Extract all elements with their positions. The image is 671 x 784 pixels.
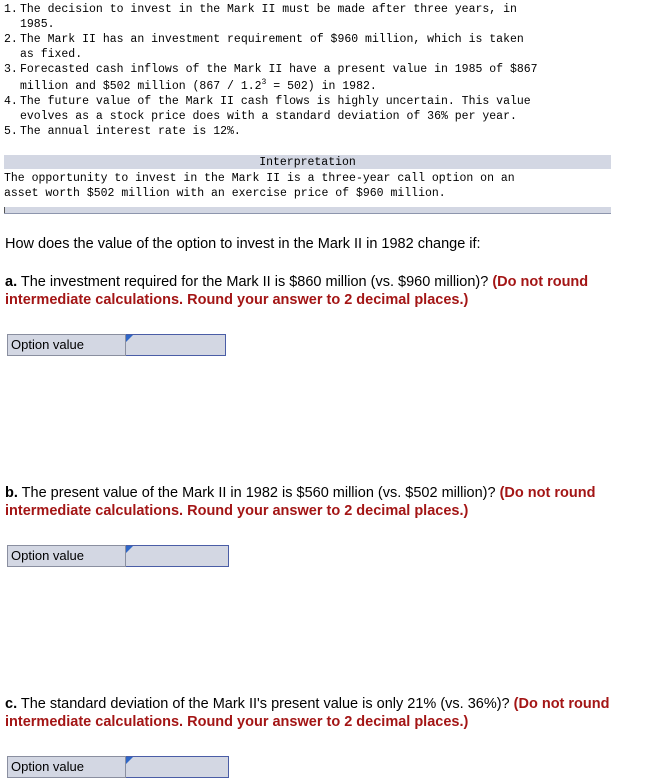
- fact-number: 5.: [4, 125, 18, 138]
- option-value-input-a[interactable]: [126, 334, 226, 356]
- fact-item: [4, 94, 664, 124]
- question-b: b. The present value of the Mark II in 1982 is $560 million (vs. $502 million)? (Do not round intermediate calculations. Round your answer to 2 decimal places.): [5, 485, 596, 519]
- fact-number: 3.: [4, 63, 18, 76]
- fact-number: 4.: [4, 95, 18, 108]
- answer-row-c: [7, 756, 229, 778]
- fact-item: [4, 62, 664, 94]
- facts-list: [4, 2, 664, 139]
- fact-text: Forecasted cash inflows of the Mark II have a present value in 1985 of $867: [20, 63, 538, 76]
- fact-text-cont: as fixed.: [20, 48, 83, 61]
- question-c: c. The standard deviation of the Mark II's present value is only 21% (vs. 36%)? (Do not round intermediate calculations. Round your answer to 2 decimal places.): [5, 696, 610, 730]
- fact-number: 2.: [4, 33, 18, 46]
- interpretation-heading: Interpretation: [4, 155, 611, 169]
- question-a: a. The investment required for the Mark II is $860 million (vs. $960 million)? (Do not round intermediate calculations. Round your answer to 2 decimal places.): [5, 274, 589, 308]
- interpretation-text: The opportunity to invest in the Mark II is a three-year call option on an asset worth $502 million with an exercise price of $960 million.: [4, 172, 515, 200]
- answer-label: Option value: [7, 545, 126, 567]
- fact-text: The future value of the Mark II cash flows is highly uncertain. This value: [20, 95, 531, 108]
- fact-text: The Mark II has an investment requirement of $960 million, which is taken: [20, 33, 524, 46]
- rounding-instruction: (Do not round intermediate calculations. Round your answer to 2 decimal places.): [5, 696, 610, 730]
- interpretation-divider: [4, 207, 611, 214]
- fact-text-cont: evolves as a stock price does with a standard deviation of 36% per year.: [20, 110, 517, 123]
- question-intro: How does the value of the option to invest in the Mark II in 1982 change if:: [5, 236, 481, 252]
- fact-text: The annual interest rate is 12%.: [20, 125, 241, 138]
- fact-text: The decision to invest in the Mark II must be made after three years, in: [20, 3, 517, 16]
- option-value-input-b[interactable]: [126, 545, 229, 567]
- rounding-instruction: (Do not round intermediate calculations. Round your answer to 2 decimal places.): [5, 485, 596, 519]
- rounding-instruction: (Do not round intermediate calculations. Round your answer to 2 decimal places.): [5, 274, 589, 308]
- option-value-input-c[interactable]: [126, 756, 229, 778]
- answer-label: Option value: [7, 756, 126, 778]
- fact-number: 1.: [4, 3, 18, 16]
- fact-text-cont: 1985.: [20, 18, 55, 31]
- answer-row-a: [7, 334, 226, 356]
- fact-text-cont: million and $502 million $(867 / 1.2^3 = 502)$ in 1982.: [20, 78, 377, 93]
- fact-item: [4, 2, 664, 32]
- fact-item: [4, 124, 664, 139]
- fact-item: [4, 32, 664, 62]
- answer-label: Option value: [7, 334, 126, 356]
- answer-row-b: [7, 545, 229, 567]
